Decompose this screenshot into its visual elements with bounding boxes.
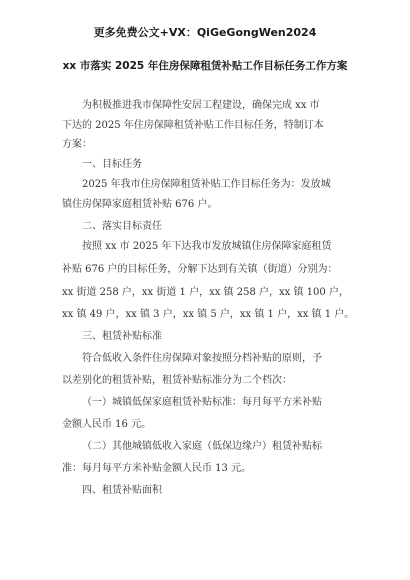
paragraph-line: xx 街道 258 户，xx 街道 1 户，xx 镇 258 户，xx 镇 100 户， [62, 287, 349, 298]
paragraph-line: 按照 xx 市 2025 年下达我市发放城镇住房保障家庭租赁 [82, 241, 332, 252]
promo-banner: 更多免费公文+VX：QiGeGongWen2024 [93, 26, 317, 39]
paragraph-line: 2025 年我市住房保障租赁补贴工作目标任务为：发放城 [82, 179, 331, 190]
paragraph-line: 符合低收入条件住房保障对象按照分档补贴的原则，予 [82, 353, 322, 364]
section-heading: 三、租赁补贴标准 [82, 331, 162, 342]
paragraph-line: （一）城镇低保家庭租赁补贴标准：每月每平方米补贴 [82, 397, 322, 408]
paragraph-line: xx 镇 49 户，xx 镇 3 户，xx 镇 5 户，xx 镇 1 户，xx 镇 1 户。 [62, 309, 355, 320]
paragraph-line: （二）其他城镇低收入家庭（低保边缘户）租赁补贴标 [82, 441, 322, 452]
paragraph-line: 下达的 2025 年住房保障租赁补贴工作目标任务，特制订本 [62, 120, 324, 131]
document-title: xx 市落实 2025 年住房保障租赁补贴工作目标任务工作方案 [62, 60, 348, 72]
paragraph-line: 以差别化的租赁补贴，租赁补贴标准分为二个档次： [62, 375, 292, 386]
paragraph-line: 镇住房保障家庭租赁补贴 676 户。 [62, 199, 218, 210]
paragraph-line: 为积极推进我市保障性安居工程建设，确保完成 xx 市 [82, 100, 320, 111]
section-heading: 二、落实目标责任 [82, 221, 162, 232]
section-heading: 一、目标任务 [82, 159, 142, 170]
paragraph-line: 金额人民币 16 元。 [62, 419, 152, 430]
paragraph-line: 补贴 676 户的目标任务，分解下达到有关镇（街道）分别为： [62, 264, 338, 275]
paragraph-line: 方案： [62, 139, 92, 150]
section-heading: 四、租赁补贴面积 [82, 485, 162, 496]
paragraph-line: 准：每月每平方米补贴金额人民币 13 元。 [62, 463, 252, 474]
